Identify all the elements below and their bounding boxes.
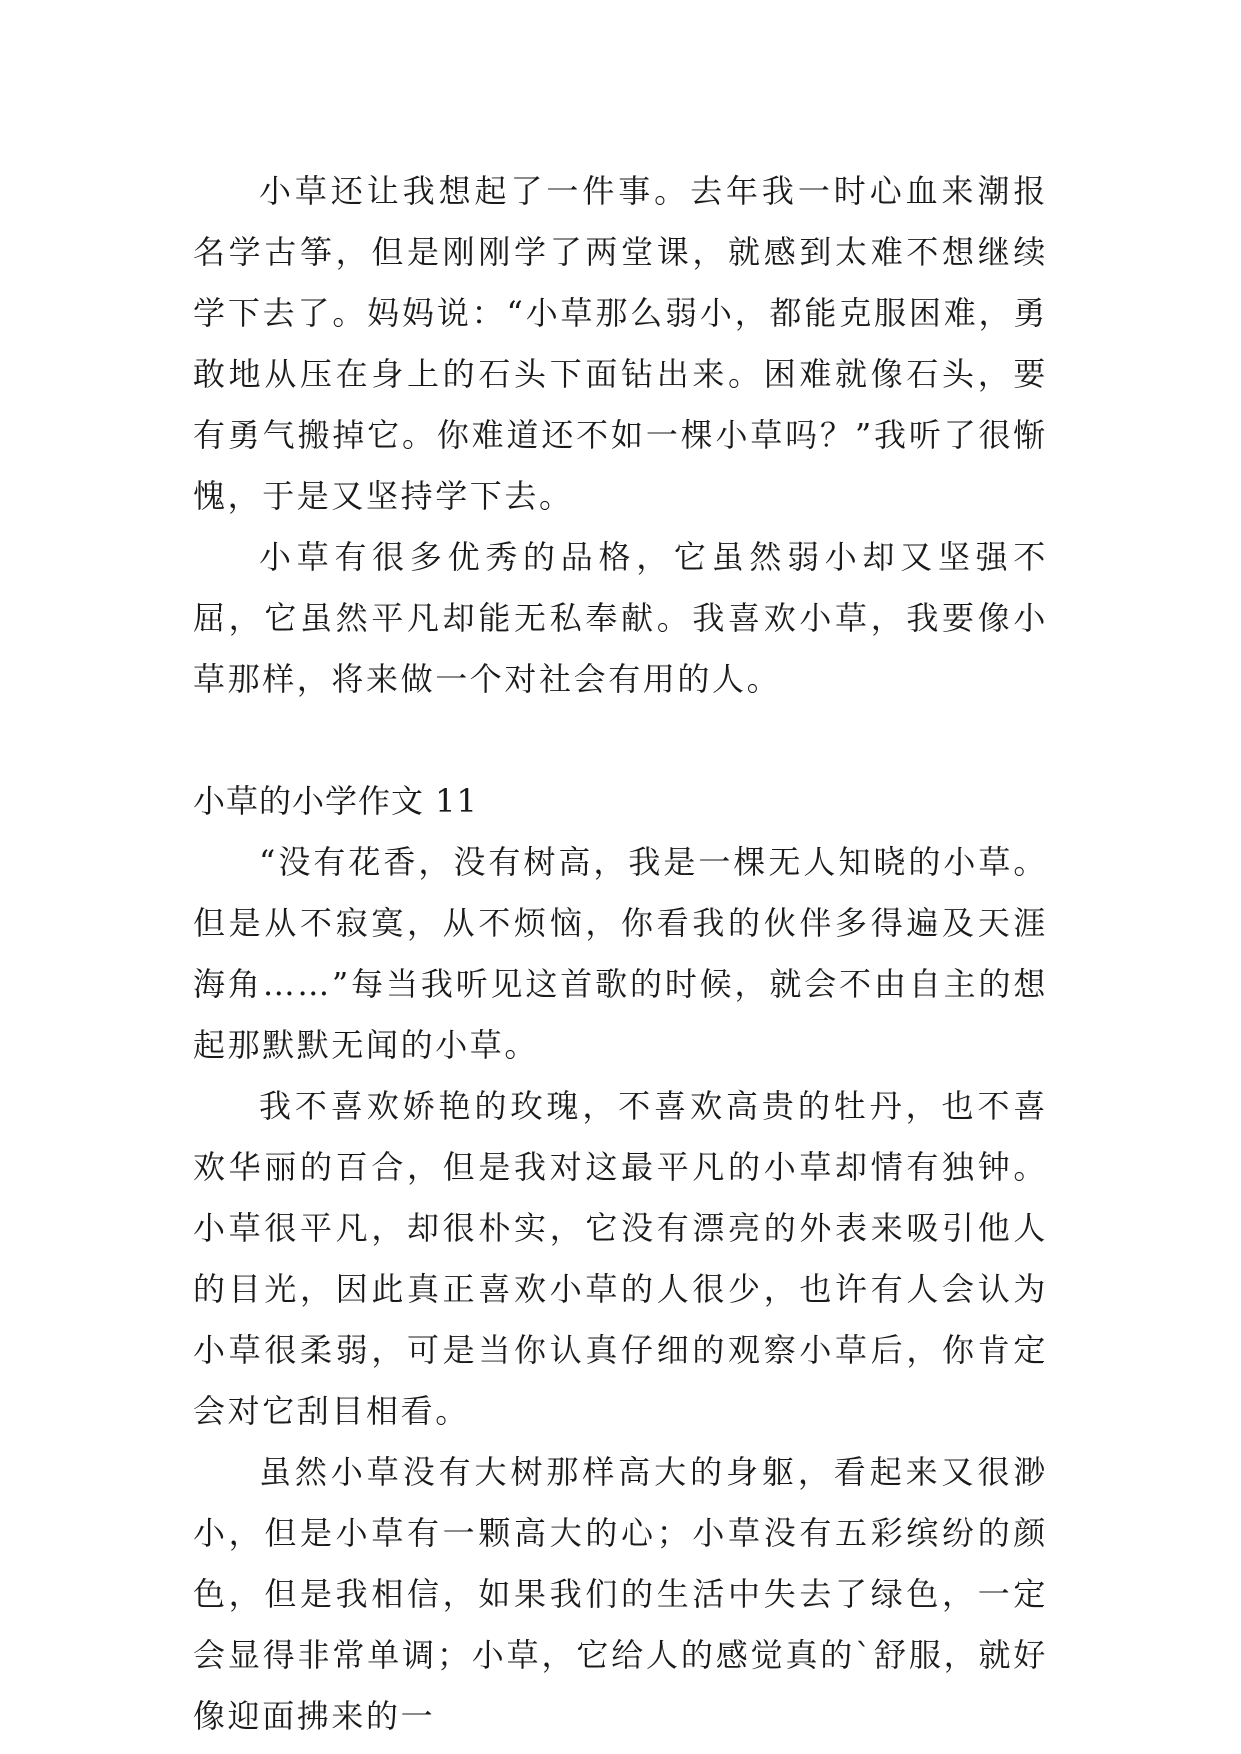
paragraph-song-lyrics: “没有花香，没有树高，我是一棵无人知晓的小草。但是从不寂寞，从不烦恼，你看我的伙伴多得遍及天涯海角……”每当我听见这首歌的时候，就会不由自主的想起那默默无闻的小草。 (193, 843, 1048, 1064)
paragraph-grass-qualities: 小草有很多优秀的品格，它虽然弱小却又坚强不屈，它虽然平凡却能无私奉献。我喜欢小草，我要像小草那样，将来做一个对社会有用的人。 (193, 538, 1048, 698)
paragraph-ordinary-grass: 我不喜欢娇艳的玫瑰，不喜欢高贵的牡丹，也不喜欢华丽的百合，但是我对这最平凡的小草却情有独钟。小草很平凡，却很朴实，它没有漂亮的外表来吸引他人的目光，因此真正喜欢小草的人很少，也许有人会认为小草很柔弱，可是当你认真仔细的观察小草后，你肯定会对它刮目相看。 (193, 1087, 1048, 1430)
paragraph-grass-heart: 虽然小草没有大树那样高大的身躯，看起来又很渺小，但是小草有一颗高大的心；小草没有五彩缤纷的颜色，但是我相信，如果我们的生活中失去了绿色，一定会显得非常单调；小草，它给人的感觉真的`舒服，就好像迎面拂来的一 (193, 1453, 1048, 1735)
section-title: 小草的小学作文 11 (193, 782, 478, 820)
document-body (193, 161, 1048, 1747)
paragraph-guzheng-story: 小草还让我想起了一件事。去年我一时心血来潮报名学古筝，但是刚刚学了两堂课，就感到太难不想继续学下去了。妈妈说：“小草那么弱小，都能克服困难，勇敢地从压在身上的石头下面钻出来。困难就像石头，要有勇气搬掉它。你难道还不如一棵小草吗？”我听了很惭愧，于是又坚持学下去。 (193, 172, 1048, 515)
